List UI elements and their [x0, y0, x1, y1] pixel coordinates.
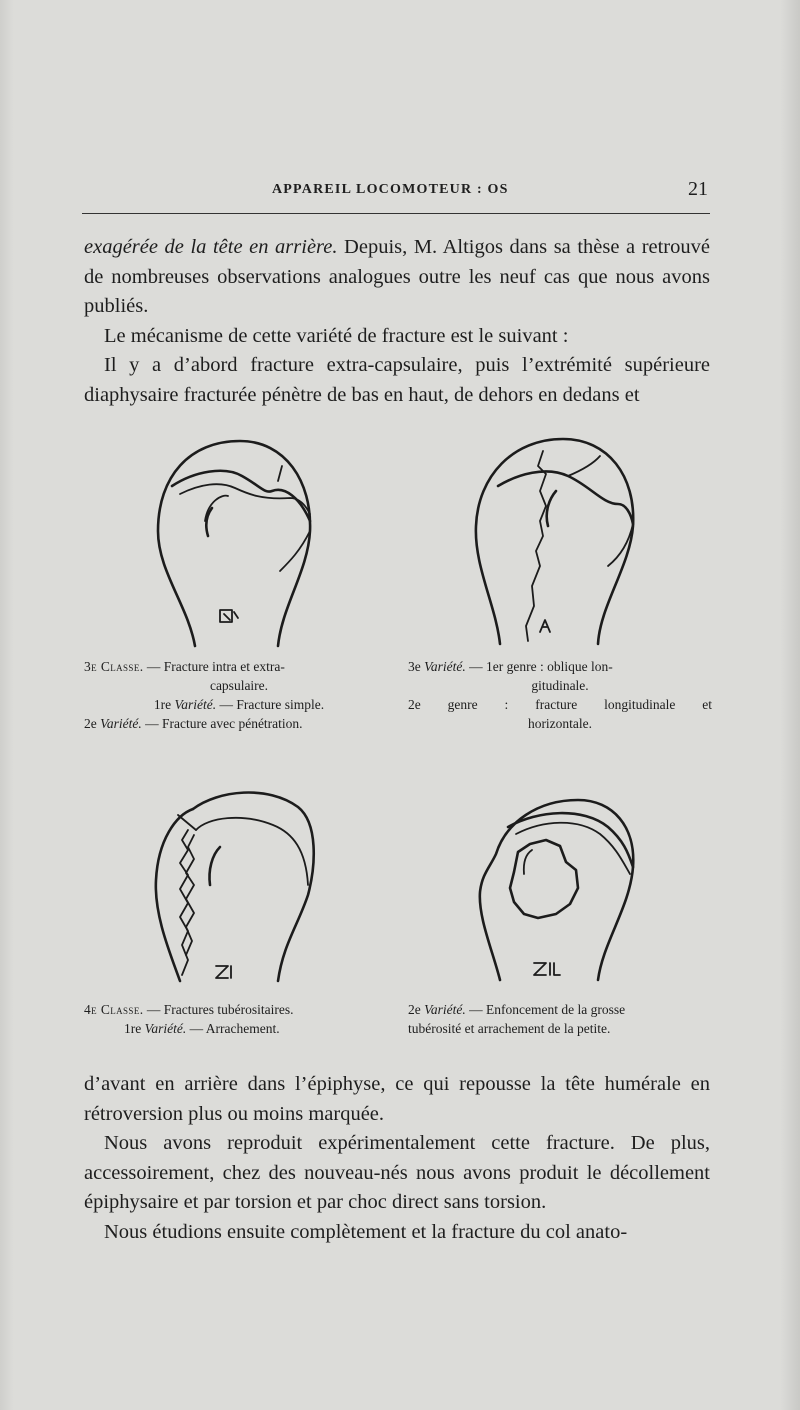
caption-text: — Fractures tubérositaires.	[143, 1002, 294, 1017]
caption-variety: Variété.	[174, 697, 217, 712]
page-number: 21	[688, 178, 708, 200]
caption-text: gitudinale.	[531, 678, 589, 693]
figure-mark	[216, 966, 231, 978]
paragraph-text: Depuis, M. Altigos dans sa thèse a retrouvé de nombreuses observations analogues outre les neuf cas que nous avons publiés.	[84, 236, 710, 317]
paragraph	[84, 233, 710, 322]
figure-caption-4	[408, 1000, 712, 1038]
caption-text: capsulaire.	[209, 678, 269, 693]
caption-text: 2e	[84, 716, 101, 731]
caption-text: 1re	[153, 697, 175, 712]
figure-caption-2	[408, 657, 712, 733]
caption-text: 2e genre : fracture longitudinale et	[408, 697, 712, 712]
paragraph: d’avant en arrière dans l’épiphyse, ce qui repousse la tête humérale en rétroversion plus ou moins marquée.	[84, 1073, 710, 1125]
caption-class: 4e Classe.	[84, 1002, 144, 1017]
caption-text: — Fracture simple.	[216, 697, 325, 712]
caption-class: 3e Classe.	[84, 659, 144, 674]
caption-text: — 1er genre : oblique lon-	[465, 659, 613, 674]
humerus-drawing	[150, 436, 320, 651]
paragraph: Le mécanisme de cette variété de fracture est le suivant :	[104, 324, 569, 347]
running-title: APPAREIL LOCOMOTEUR : OS	[272, 182, 509, 197]
caption-text: 3e	[408, 659, 425, 674]
figure-caption-1	[84, 657, 394, 733]
figure-mark	[534, 963, 560, 975]
caption-text: horizontale.	[527, 716, 593, 731]
figure-caption-3	[84, 1000, 402, 1038]
paragraph: Il y a d’abord fracture extra-capsulaire, puis l’extrémité supérieure diaphysaire fracturée pénètre de bas en haut, de dehors en dedans et	[84, 354, 710, 406]
figure-humerus-fracture-1	[150, 436, 320, 651]
caption-text: — Enfoncement de la grosse	[465, 1002, 626, 1017]
figure-humerus-fracture-4	[468, 792, 643, 992]
figure-mark	[540, 620, 550, 632]
caption-variety: Variété.	[100, 716, 142, 731]
caption-text: tubérosité et arrachement de la petite.	[408, 1021, 611, 1036]
caption-variety: Variété.	[144, 1021, 187, 1036]
caption-text: — Fracture intra et extra-	[143, 659, 285, 674]
italic-phrase: exagérée de la tête en arrière.	[84, 236, 338, 258]
figure-humerus-fracture-3	[148, 785, 320, 990]
figure-humerus-fracture-2	[468, 436, 643, 651]
page-header	[84, 178, 708, 202]
header-rule	[82, 213, 710, 214]
paragraph: Nous avons reproduit expérimentalement cette fracture. De plus, accessoirement, chez des nouveau-nés nous avons produit le décollement épiphysaire et par torsion et par choc direct sans torsion.	[84, 1132, 710, 1213]
humerus-drawing	[468, 436, 643, 651]
caption-text: 2e	[408, 1002, 425, 1017]
humerus-drawing	[148, 785, 320, 990]
caption-text: — Fracture avec pénétration.	[141, 716, 303, 731]
caption-variety: Variété.	[424, 1002, 466, 1017]
humerus-drawing	[468, 792, 643, 992]
body-text-top	[84, 233, 710, 410]
caption-text: — Arrachement.	[186, 1021, 280, 1036]
body-text-bottom	[84, 1070, 710, 1247]
caption-variety: Variété.	[424, 659, 466, 674]
caption-text: 1re	[124, 1021, 145, 1036]
paragraph: Nous étudions ensuite complètement et la fracture du col anato-	[104, 1220, 628, 1243]
figure-mark	[220, 610, 238, 622]
